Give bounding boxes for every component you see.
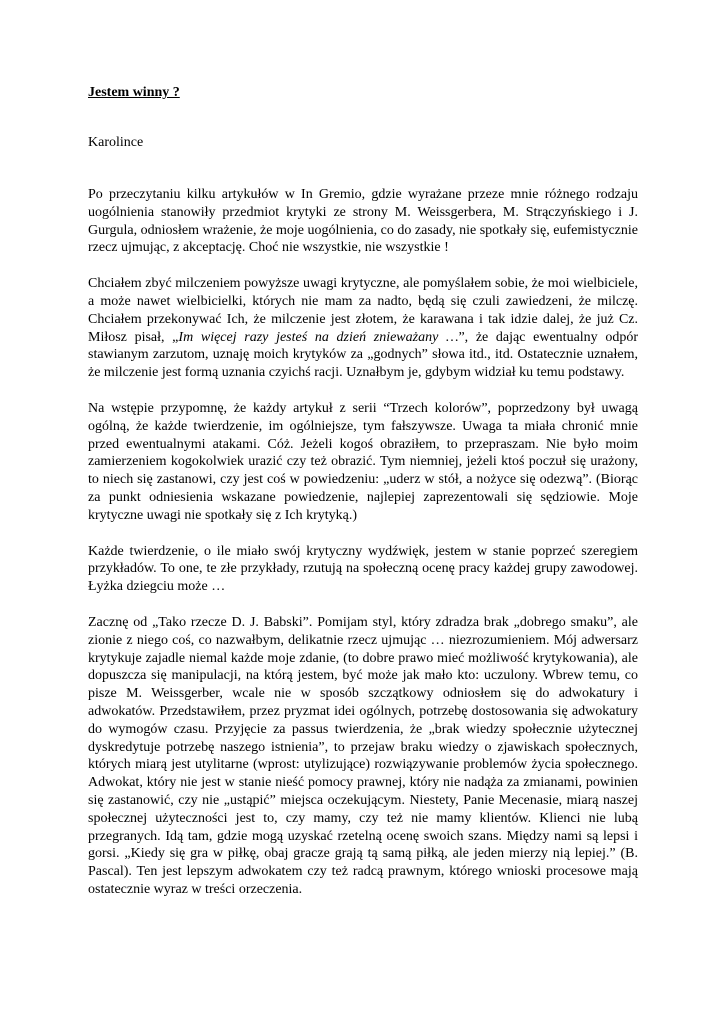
- milosz-quote: Im więcej razy jesteś na dzień znieważany …: [178, 329, 459, 345]
- paragraph-2-part-1: Chciałem zbyć milczeniem powyższe uwagi krytyczne, ale pomyślałem sobie, że moi wielbiciele, a może nawet wielbicielki, których nie mam za nadto, będą się czuli zawiedzeni, że milczę. Chciałem przekonywać Ich, że milczenie jest złotem, że karawana i tak idzie dalej, że już Cz. Miłosz pisał, „: [88, 276, 638, 345]
- document-title: Jestem winny ?: [88, 85, 180, 100]
- paragraph-4: Każde twierdzenie, o ile miało swój krytyczny wydźwięk, jestem w stanie poprzeć szeregiem przykładów. To one, te złe przykłady, rzutują na społeczną ocenę pracy każdej grupy zawodowej. Łyżka dziegciu może …: [88, 543, 638, 595]
- paragraph-2-part-2: ”, że dając ewentualny odpór stawianym zarzutom, uznaję moich krytyków za „godnych” słowa itd., itd. Ostatecznie uznałem, że milczenie jest formą uznania czyichś racji. Uznałbym je, gdybym widział ku temu podstawy.: [88, 329, 639, 381]
- paragraph-1: Po przeczytaniu kilku artykułów w In Gremio, gdzie wyrażane przeze mnie różnego rodzaju uogólnienia stanowiły przedmiot krytyki ze strony M. Weissgerbera, M. Strączyńskiego i J. Gurgula, odniosłem wrażenie, że moje uogólnienia, co do zasady, nie spotkały się, eufemistycznie rzecz ujmując, z akceptację. Choć nie wszystkie, nie wszystkie !: [88, 187, 638, 256]
- document-page: [88, 84, 638, 899]
- dedication: Karolince: [88, 135, 144, 150]
- paragraph-5: Zacznę od „Tako rzecze D. J. Babski”. Pomijam styl, który zdradza brak „dobrego smaku”, ale zionie z niego coś, co nazwałbym, delikatnie rzecz ujmując … niezrozumieniem. Mój adwersarz krytykuje zajadle niemal każde moje zdanie, (to dobre prawo mieć możliwość krytykowania), ale dopuszcza się manipulacji, na którą jestem, być może jak mało kto: uczulony. Wbrew temu, co pisze M. Weissgerber, wcale nie w sposób szczątkowy odniosłem się do adwokatury i adwokatów. Przedstawiłem, przez pryzmat idei ogólnych, potrzebę dostosowania się adwokatury do wymogów czasu. Przyjęcie za passus twierdzenia, że „brak wiedzy społecznie użytecznej dyskredytuje potrzebę naszego istnienia”, to przejaw braku wiedzy o zjawiskach społecznych, których miarą jest utylitarne (wprost: utylizujące) rozwiązywanie problemów życia społecznego. Adwokat, który nie jest w stanie nieść pomocy prawnej, który nie nadąża za zmianami, powinien się zastanowić, czy nie „ustąpić” miejsca oczekującym. Niestety, Panie Mecenasie, miarą naszej społecznej użyteczności jest to, czy mamy, czy też nie mamy klientów. Klienci nie lubą przegranych. Idą tam, gdzie mogą uzyskać rzetelną ocenę swoich szans. Między nami są lepsi i gorsi. „Kiedy się gra w piłkę, obaj gracze grają tą samą piłką, ale jeden mierzy nią lepiej.” (B. Pascal). Ten jest lepszym adwokatem czy też radcą prawnym, którego wnioski procesowe mają ostatecznie wyraz w treści orzeczenia.: [88, 614, 638, 897]
- paragraph-2: [88, 275, 638, 382]
- paragraph-3: Na wstępie przypomnę, że każdy artykuł z serii “Trzech kolorów”, poprzedzony był uwagą ogólną, że każde twierdzenie, im ogólniejsze, tym fałszywsze. Uwaga ta miała chronić mnie przed ewentualnymi atakami. Cóż. Jeżeli kogoś obraziłem, to przepraszam. Nie było moim zamierzeniem kogokolwiek urazić czy też obrazić. Tym niemniej, jeżeli ktoś poczuł się urażony, to niech się zastanowi, czy jest coś w powiedzeniu: „uderz w stół, a nożyce się odezwą”. (Biorąc za punkt odniesienia wskazane powiedzenie, najlepiej zaprezentowali się sędziowie. Moje krytyczne uwagi nie spotkały się z Ich krytyką.): [88, 400, 638, 523]
